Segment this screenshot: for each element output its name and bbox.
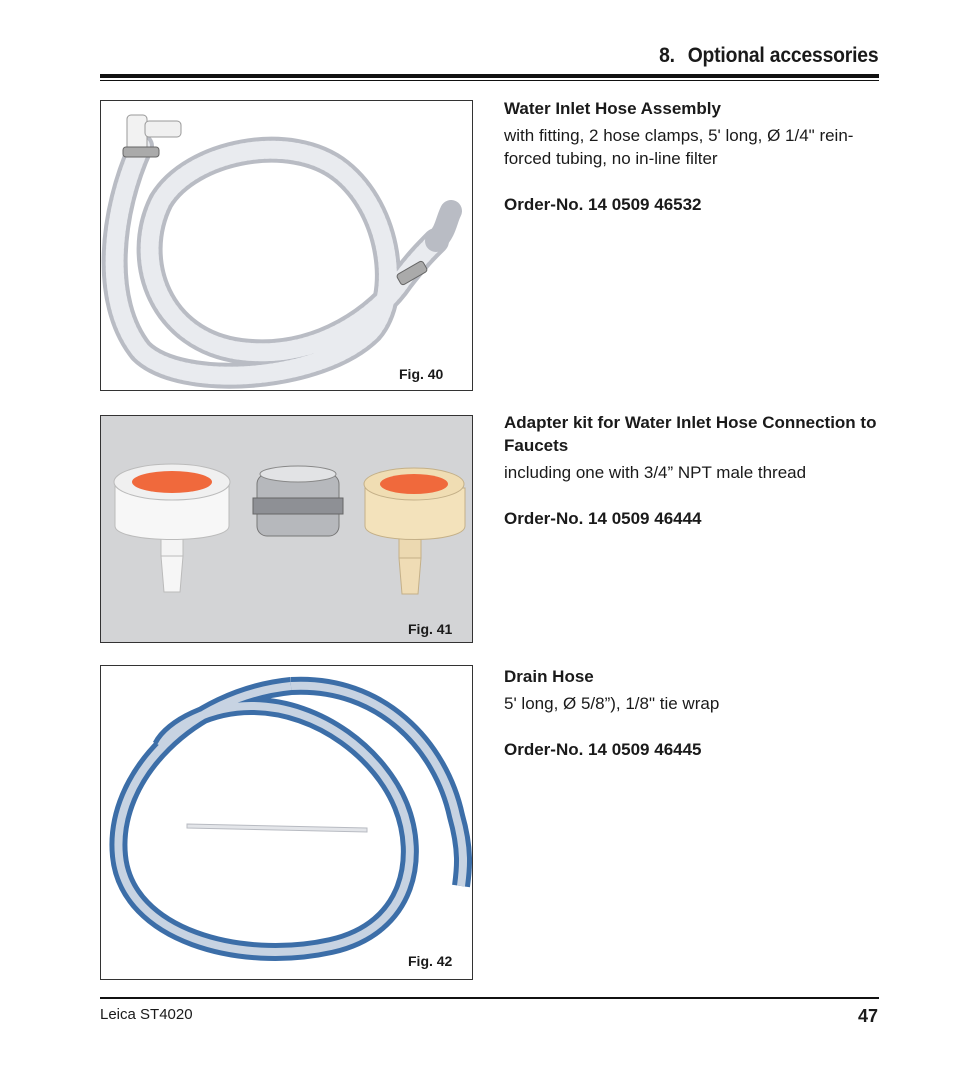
- figure-drain-hose: [100, 665, 473, 980]
- adapter-kit-illustration: [101, 416, 473, 643]
- item-water-inlet-hose: [504, 97, 879, 233]
- item-title: Adapter kit for Water Inlet Hose Connection to Faucets: [504, 413, 877, 455]
- header-rule-thick: [100, 74, 879, 78]
- cream-adapter: [364, 468, 465, 594]
- order-number: Order-No. 14 0509 46444: [504, 509, 702, 528]
- header-rule-thin: [100, 80, 879, 81]
- item-title: Water Inlet Hose Assembly: [504, 99, 721, 118]
- item-title: Drain Hose: [504, 667, 594, 686]
- item-description: including one with 3/4” NPT male thread: [504, 463, 807, 482]
- figure-water-inlet-hose: [100, 100, 473, 391]
- chrome-adapter: [253, 466, 343, 536]
- item-adapter-kit: [504, 411, 879, 547]
- footer-rule: [100, 997, 879, 999]
- page-section-title: [659, 44, 878, 68]
- footer-product-name: Leica ST4020: [100, 1006, 193, 1023]
- figure-label: Fig. 42: [408, 953, 453, 969]
- tie-wrap: [187, 824, 367, 832]
- figure-label: Fig. 41: [408, 621, 453, 637]
- section-title-text: Optional accessories: [687, 44, 878, 67]
- item-description: 5' long, Ø 5/8”), 1/8" tie wrap: [504, 694, 720, 713]
- item-drain-hose: [504, 665, 879, 778]
- page-number: 47: [857, 1006, 878, 1026]
- hose-fitting: [123, 115, 181, 157]
- figure-label: Fig. 40: [399, 366, 444, 382]
- order-number: Order-No. 14 0509 46445: [504, 740, 702, 759]
- drain-hose-illustration: [101, 666, 473, 980]
- order-number: Order-No. 14 0509 46532: [504, 195, 702, 214]
- section-number: 8.: [658, 44, 675, 67]
- water-inlet-hose-illustration: [101, 101, 473, 391]
- white-adapter: [114, 464, 230, 592]
- item-description: with fitting, 2 hose clamps, 5' long, Ø 1/4" rein-forced tubing, no in-line filter: [504, 126, 854, 168]
- figure-adapter-kit: [100, 415, 473, 643]
